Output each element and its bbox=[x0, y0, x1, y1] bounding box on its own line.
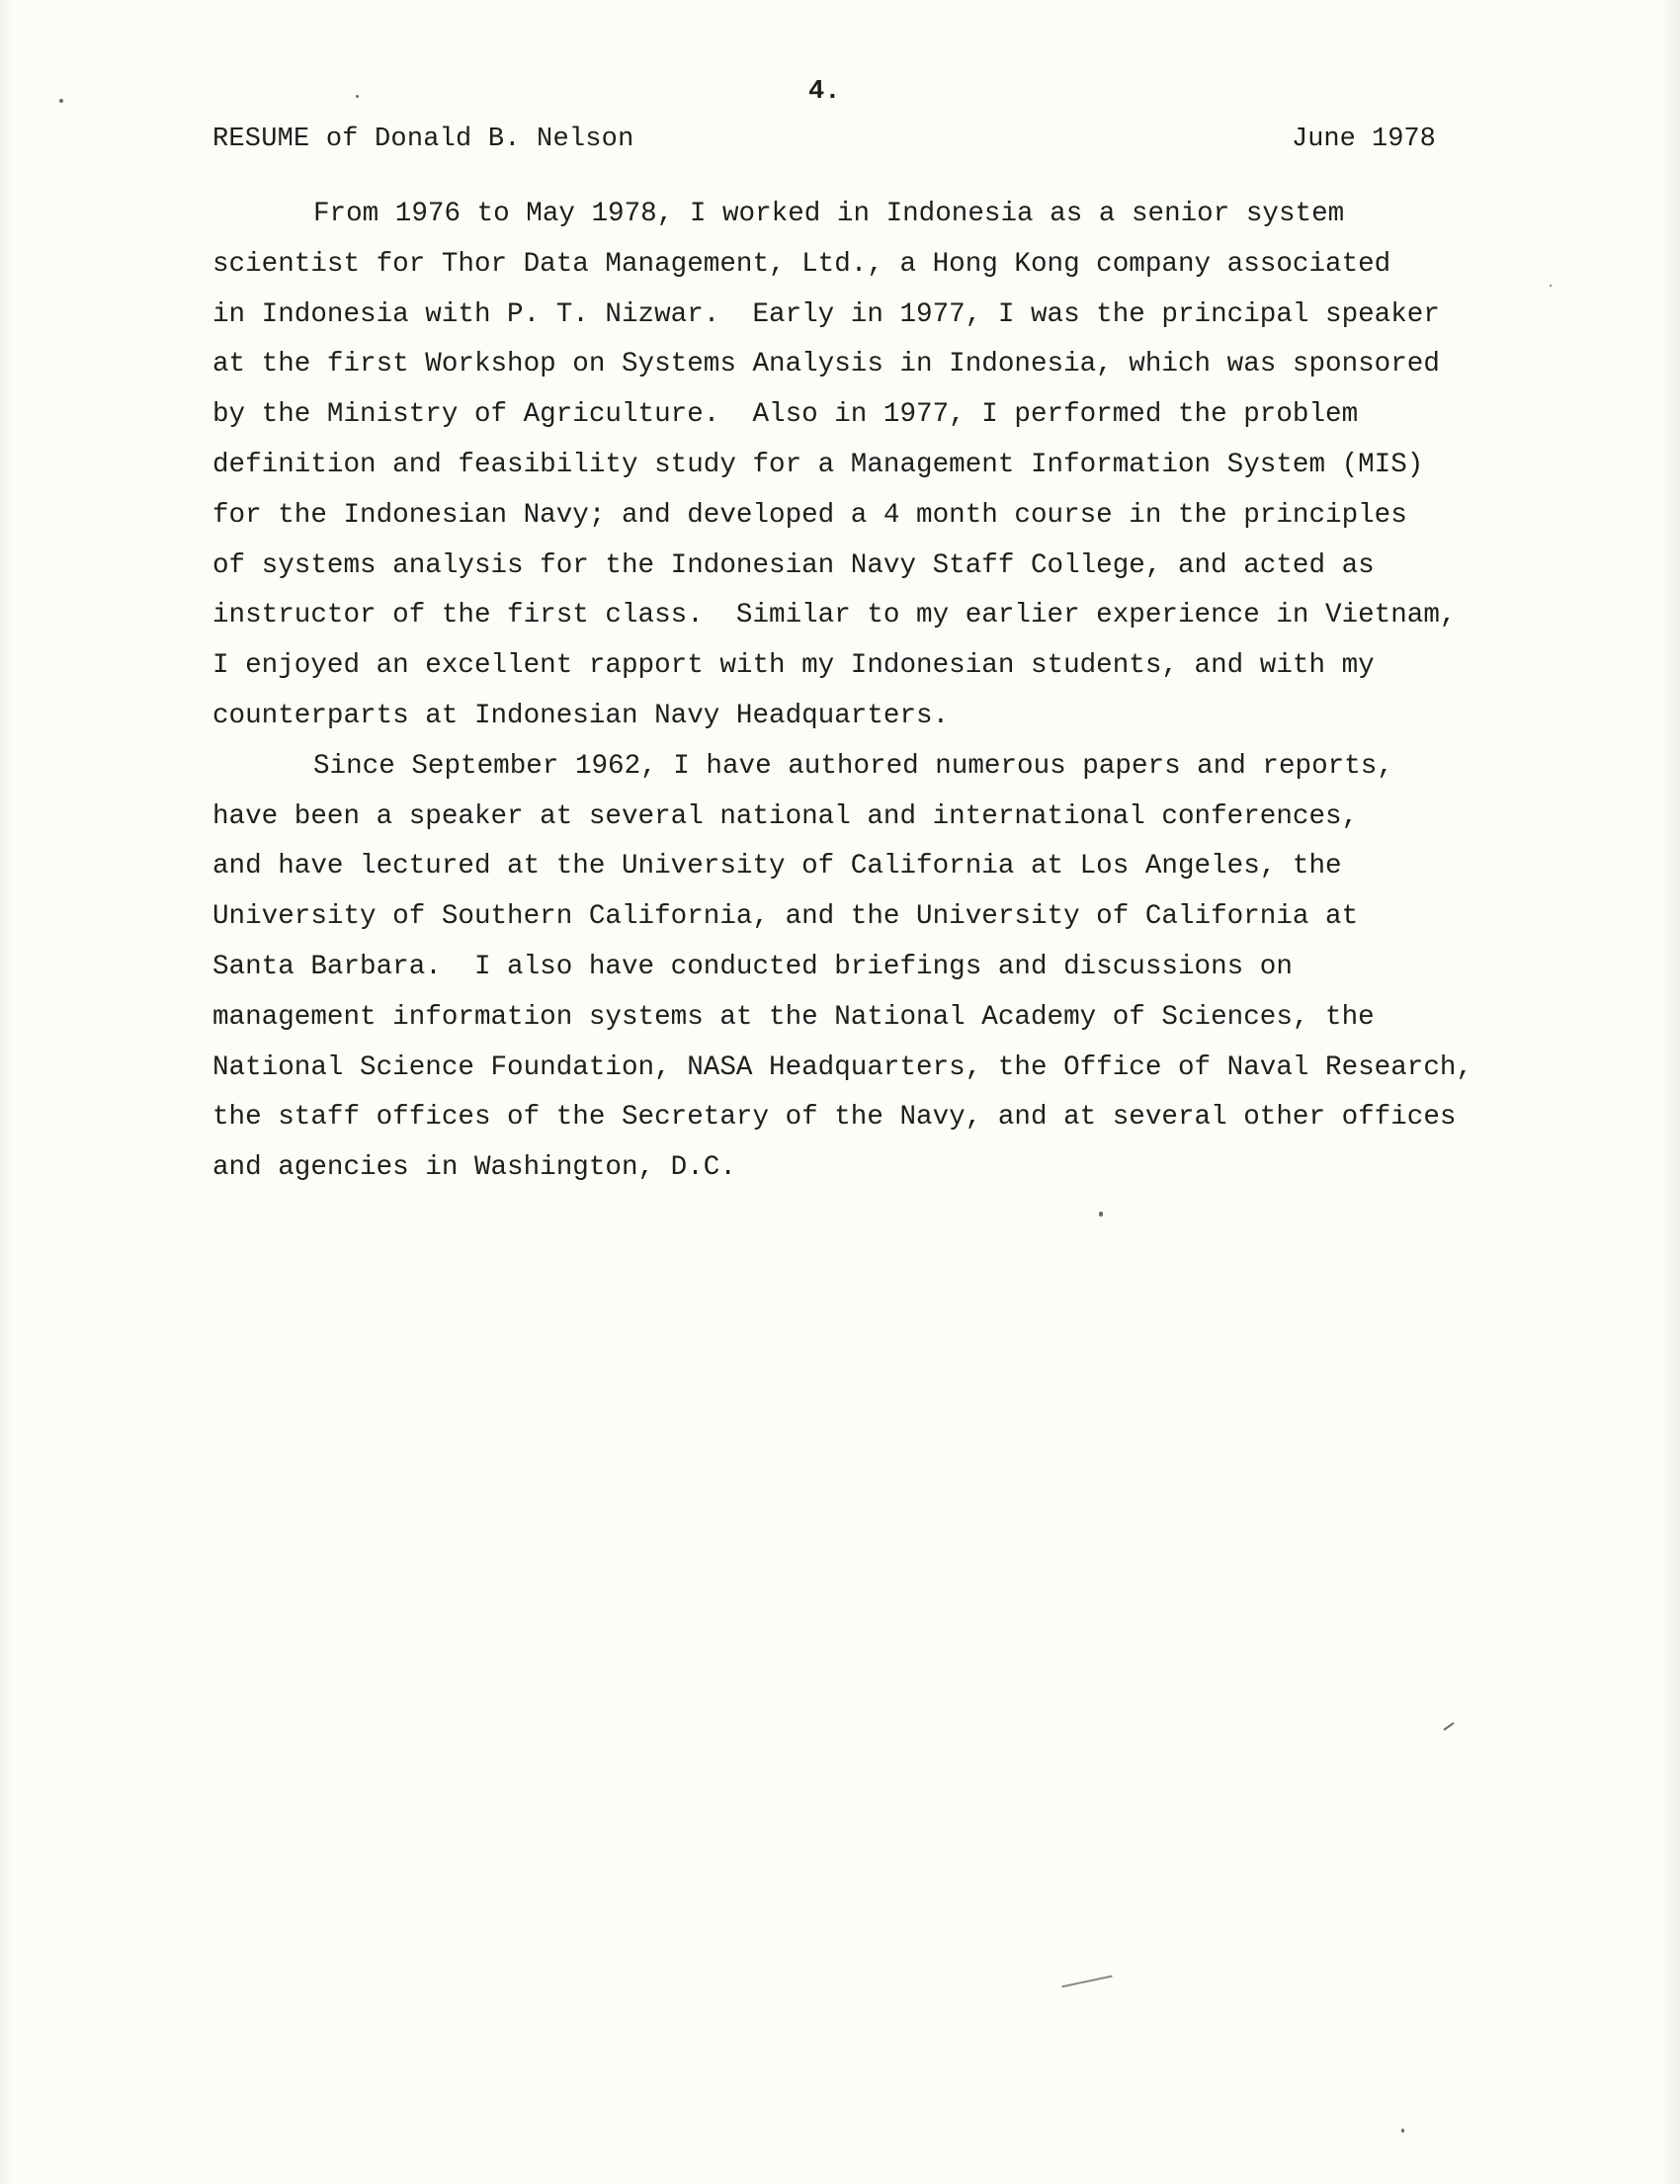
paragraph-line: scientist for Thor Data Management, Ltd., a Hong Kong company associated bbox=[212, 248, 1391, 280]
scan-speck bbox=[59, 99, 63, 103]
resume-date: June 1978 bbox=[1292, 125, 1436, 154]
resume-body bbox=[212, 190, 1547, 1194]
paragraph-line: Santa Barbara. I also have conducted briefings and discussions on bbox=[212, 951, 1293, 982]
paragraph-line: and have lectured at the University of California at Los Angeles, the bbox=[212, 851, 1342, 882]
paragraph-line: National Science Foundation, NASA Headquarters, the Office of Naval Research, bbox=[212, 1051, 1473, 1083]
page-number: 4. bbox=[808, 77, 841, 107]
paragraph-line: by the Ministry of Agriculture. Also in 1977, I performed the problem bbox=[212, 399, 1359, 431]
paragraph-line: I enjoyed an excellent rapport with my Indonesian students, and with my bbox=[212, 650, 1375, 682]
paragraph-line: Since September 1962, I have authored numerous papers and reports, bbox=[313, 750, 1393, 782]
paragraph-line: instructor of the first class. Similar to my earlier experience in Vietnam, bbox=[212, 600, 1457, 631]
paragraph-line: for the Indonesian Navy; and developed a 4 month course in the principles bbox=[212, 499, 1407, 531]
paragraph-line: have been a speaker at several national and international conferences, bbox=[212, 800, 1359, 832]
scan-speck bbox=[1444, 1722, 1455, 1731]
paragraph-line: at the first Workshop on Systems Analysis in Indonesia, which was sponsored bbox=[212, 349, 1440, 380]
paragraph-indonesia bbox=[212, 190, 1547, 742]
resume-title: RESUME of Donald B. Nelson bbox=[212, 125, 634, 154]
paragraph-line: counterparts at Indonesian Navy Headquarters. bbox=[212, 700, 950, 731]
scan-speck bbox=[356, 95, 359, 98]
scan-speck bbox=[1401, 2129, 1404, 2133]
paragraph-publications bbox=[212, 742, 1547, 1194]
paragraph-line: University of Southern California, and the University of California at bbox=[212, 901, 1359, 933]
scan-speck bbox=[1550, 285, 1552, 287]
paragraph-line: definition and feasibility study for a Management Information System (MIS) bbox=[212, 449, 1424, 480]
paragraph-line: of systems analysis for the Indonesian Navy Staff College, and acted as bbox=[212, 549, 1375, 581]
paragraph-line: and agencies in Washington, D.C. bbox=[212, 1152, 736, 1184]
scan-speck bbox=[1099, 1212, 1103, 1217]
paragraph-line: From 1976 to May 1978, I worked in Indonesia as a senior system bbox=[313, 199, 1345, 229]
scan-speck bbox=[1061, 1975, 1112, 1988]
paragraph-line: the staff offices of the Secretary of the Navy, and at several other offices bbox=[212, 1102, 1457, 1134]
paragraph-line: in Indonesia with P. T. Nizwar. Early in 1977, I was the principal speaker bbox=[212, 298, 1440, 330]
paragraph-line: management information systems at the National Academy of Sciences, the bbox=[212, 1001, 1375, 1033]
